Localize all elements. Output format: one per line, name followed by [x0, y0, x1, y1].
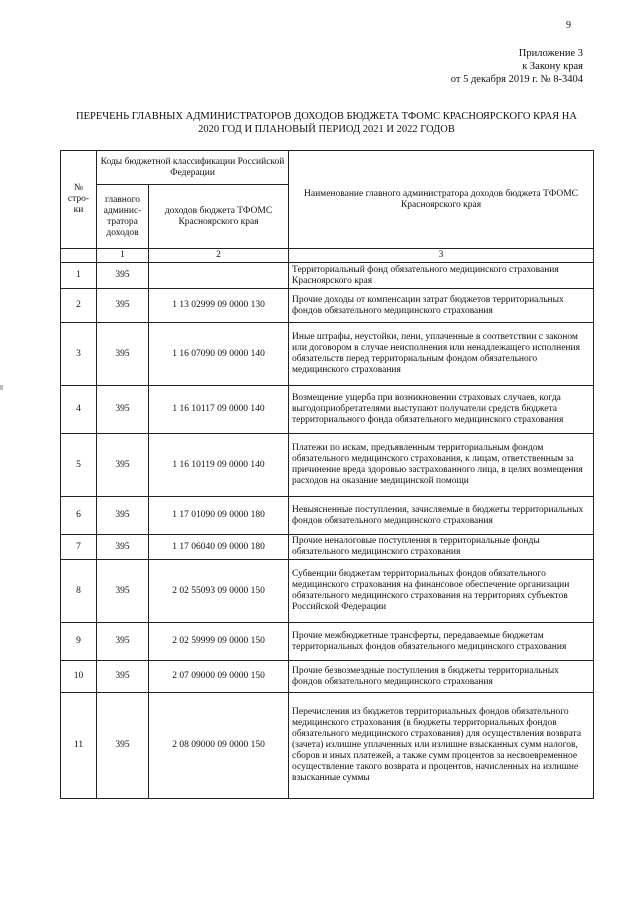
row-number-cell: 1 [61, 263, 97, 289]
row-number-cell: 2 [61, 289, 97, 323]
column-number-3: 3 [289, 249, 594, 263]
table-row [61, 289, 594, 323]
income-code-cell: 1 16 10119 09 0000 140 [149, 434, 289, 497]
admin-name-cell: Субвенции бюджетам территориальных фондов обязательного медицинского страхования на финансовое обеспечение организации обязательного медицинского страхования на территориях субъектов Российской Федерации [289, 560, 594, 623]
admin-code-cell: 395 [97, 661, 149, 693]
row-number-cell: 5 [61, 434, 97, 497]
column-number-2: 2 [149, 249, 289, 263]
admin-name-cell: Прочие неналоговые поступления в территориальные фонды обязательного медицинского страхования [289, 535, 594, 560]
admin-code-cell: 395 [97, 323, 149, 386]
admin-name-cell: Невыясненные поступления, зачисляемые в бюджеты территориальных фондов обязательного медицинского страхования [289, 497, 594, 535]
admin-code-cell: 395 [97, 623, 149, 661]
column-number-1: 1 [97, 249, 149, 263]
margin-mark [0, 385, 3, 390]
appendix-block [451, 47, 583, 86]
page-number: 9 [566, 20, 571, 31]
header-income-code: доходов бюджета ТФОМС Красноярского края [149, 185, 289, 249]
table-row [61, 386, 594, 434]
income-code-cell: 1 17 01090 09 0000 180 [149, 497, 289, 535]
row-number-cell: 11 [61, 693, 97, 799]
table-row [61, 323, 594, 386]
document-title [60, 110, 593, 136]
income-code-cell: 1 16 07090 09 0000 140 [149, 323, 289, 386]
column-number-empty [61, 249, 97, 263]
appendix-line-1: Приложение 3 [518, 48, 583, 59]
admin-code-cell: 395 [97, 497, 149, 535]
row-number-cell: 4 [61, 386, 97, 434]
admin-name-cell: Прочие доходы от компенсации затрат бюджетов территориальных фондов обязательного медицинского страхования [289, 289, 594, 323]
admin-name-cell: Платежи по искам, предъявленным территориальным фондом обязательного медицинского страхования, к лицам, ответственным за причинение вреда здоровью застрахованного лица, в целях возмещения расходов на оказание медицинской помощи [289, 434, 594, 497]
row-number-cell: 3 [61, 323, 97, 386]
table-row [61, 661, 594, 693]
row-number-cell: 10 [61, 661, 97, 693]
table-body [61, 263, 594, 799]
row-number-cell: 7 [61, 535, 97, 560]
income-code-cell: 2 02 59999 09 0000 150 [149, 623, 289, 661]
table-row [61, 693, 594, 799]
income-code-cell: 1 13 02999 09 0000 130 [149, 289, 289, 323]
table-row [61, 434, 594, 497]
header-codes-group: Коды бюджетной классификации Российской Федерации [97, 151, 289, 185]
admin-code-cell: 395 [97, 263, 149, 289]
admin-code-cell: 395 [97, 434, 149, 497]
income-code-cell: 1 16 10117 09 0000 140 [149, 386, 289, 434]
income-code-cell: 2 08 09000 09 0000 150 [149, 693, 289, 799]
header-admin-code: главного админис-тратора доходов [97, 185, 149, 249]
admin-name-cell: Прочие межбюджетные трансферты, передаваемые бюджетам территориальных фондов обязательного медицинского страхования [289, 623, 594, 661]
row-number-cell: 9 [61, 623, 97, 661]
appendix-line-2: к Закону края [522, 61, 583, 72]
admin-name-cell: Территориальный фонд обязательного медицинского страхования Красноярского края [289, 263, 594, 289]
table-row [61, 497, 594, 535]
income-code-cell: 1 17 06040 09 0000 180 [149, 535, 289, 560]
table-row [61, 535, 594, 560]
appendix-line-3: от 5 декабря 2019 г. № 8-3404 [450, 74, 583, 85]
header-name: Наименование главного администратора доходов бюджета ТФОМС Красноярского края [289, 151, 594, 249]
income-code-cell [149, 263, 289, 289]
admin-code-cell: 395 [97, 289, 149, 323]
title-line-2: 2020 ГОД И ПЛАНОВЫЙ ПЕРИОД 2021 И 2022 ГОДОВ [198, 124, 455, 135]
administrators-table [60, 150, 594, 799]
title-line-1: ПЕРЕЧЕНЬ ГЛАВНЫХ АДМИНИСТРАТОРОВ ДОХОДОВ БЮДЖЕТА ТФОМС КРАСНОЯРСКОГО КРАЯ НА [76, 111, 577, 122]
admin-code-cell: 395 [97, 560, 149, 623]
table-row [61, 560, 594, 623]
admin-name-cell: Перечисления из бюджетов территориальных фондов обязательного медицинского страхования (в бюджеты территориальных фондов обязательного медицинского страхования) для осуществления возврата (зачета) излишне уплаченных или излишне взысканных сумм налогов, сборов и иных платежей, а также сумм процентов за несвоевременное осуществление такого возврата и процентов, начисленных на излишне взысканные суммы [289, 693, 594, 799]
table-row [61, 263, 594, 289]
table-row [61, 623, 594, 661]
admin-code-cell: 395 [97, 535, 149, 560]
admin-code-cell: 395 [97, 693, 149, 799]
admin-name-cell: Иные штрафы, неустойки, пени, уплаченные в соответствии с законом или договором в случае неисполнения или ненадлежащего исполнения обязательств перед территориальным фондом обязательного медицинского страхования [289, 323, 594, 386]
income-code-cell: 2 02 55093 09 0000 150 [149, 560, 289, 623]
admin-name-cell: Прочие безвозмездные поступления в бюджеты территориальных фондов обязательного медицинского страхования [289, 661, 594, 693]
row-number-cell: 6 [61, 497, 97, 535]
admin-code-cell: 395 [97, 386, 149, 434]
header-row-number: № стро-ки [61, 151, 97, 249]
income-code-cell: 2 07 09000 09 0000 150 [149, 661, 289, 693]
row-number-cell: 8 [61, 560, 97, 623]
admin-name-cell: Возмещение ущерба при возникновении страховых случаев, когда выгодоприобретателями выступают получатели средств бюджета территориального фонда обязательного медицинского страхования [289, 386, 594, 434]
